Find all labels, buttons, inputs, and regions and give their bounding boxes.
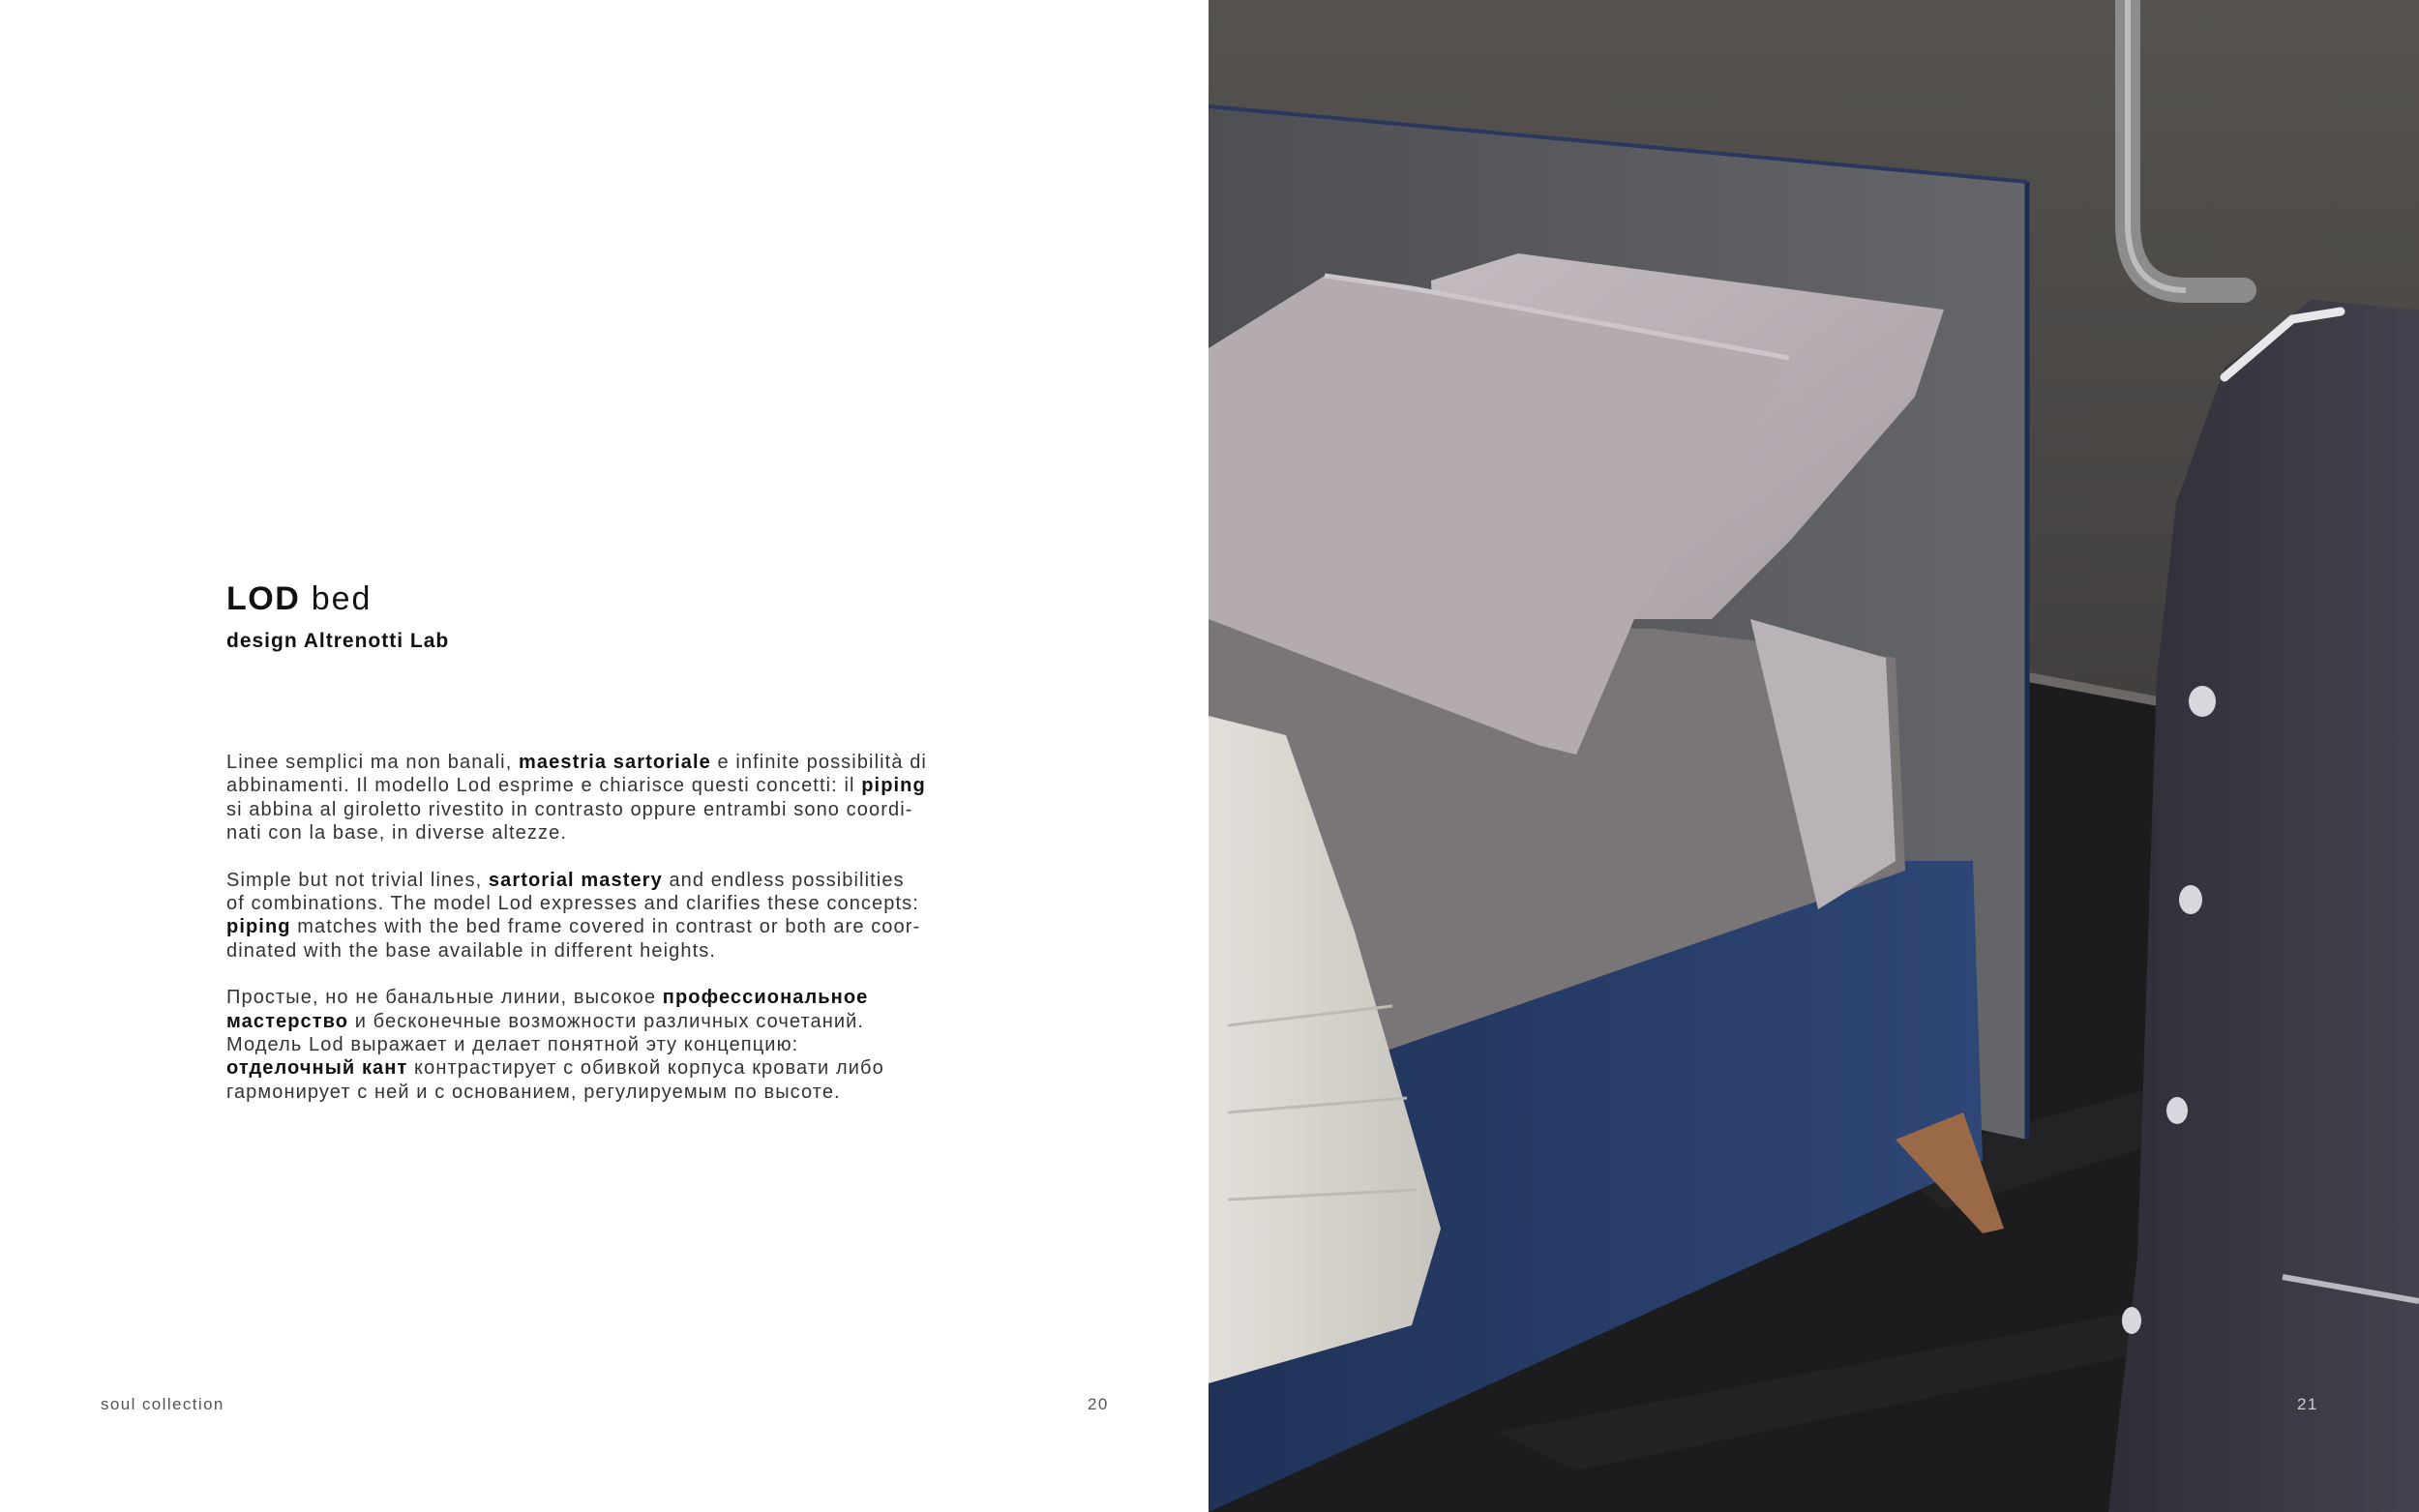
product-title-light: bed bbox=[300, 580, 373, 617]
product-title-bold: LOD bbox=[226, 580, 301, 617]
highlight-text: отделочный кант bbox=[226, 1057, 408, 1080]
highlight-text: piping bbox=[861, 775, 926, 797]
body-text-run: and endless possibilities bbox=[662, 869, 905, 891]
body-text-run: abbinamenti. Il modello Lod esprime e chiarisce questi concetti: il bbox=[226, 775, 862, 797]
description-paragraph bbox=[226, 869, 991, 964]
body-text-run: Модель Lod выражает и делает понятной эту концепцию: bbox=[226, 1034, 799, 1056]
body-text-run: гармонирует с ней и с основанием, регулируемым по высоте. bbox=[226, 1081, 841, 1103]
body-text-run: Простые, но не банальные линии, высокое bbox=[226, 987, 663, 1009]
highlight-text: мастерство bbox=[226, 1010, 349, 1032]
right-page bbox=[1209, 0, 2419, 1512]
body-text-run: Simple but not trivial lines, bbox=[226, 869, 489, 891]
robe-button bbox=[2122, 1307, 2141, 1334]
designer-credit: design Altrenotti Lab bbox=[226, 630, 450, 652]
highlight-text: профессиональное bbox=[662, 987, 869, 1009]
highlight-text: sartorial mastery bbox=[488, 869, 663, 891]
body-text-run: of combinations. The model Lod expresses and clarifies these concepts: bbox=[226, 893, 919, 915]
body-text-run: matches with the bed frame covered in contrast or both are coor- bbox=[290, 916, 921, 938]
body-text-run: контрастирует с обивкой корпуса кровати либо bbox=[407, 1057, 884, 1080]
body-text-run: и бесконечные возможности различных сочетаний. bbox=[348, 1010, 865, 1032]
description-paragraph bbox=[226, 751, 991, 845]
body-text-run: dinated with the base available in different heights. bbox=[226, 939, 717, 962]
bed-photo bbox=[1209, 0, 2419, 1512]
product-description bbox=[226, 751, 991, 1127]
product-title bbox=[226, 580, 372, 618]
page-number-right: 21 bbox=[2297, 1395, 2318, 1413]
collection-footer: soul collection bbox=[101, 1395, 224, 1413]
robe-button bbox=[2179, 885, 2202, 914]
highlight-text: piping bbox=[226, 916, 291, 938]
robe-button bbox=[2189, 686, 2216, 717]
robe-button bbox=[2166, 1097, 2188, 1124]
body-text-run: si abbina al giroletto rivestito in contrasto oppure entrambi sono coordi- bbox=[226, 798, 913, 820]
body-text-run: e infinite possibilità di bbox=[710, 752, 927, 773]
body-text-run: Linee semplici ma non banali, bbox=[226, 752, 520, 773]
page-number-left: 20 bbox=[1088, 1395, 1109, 1413]
left-page bbox=[0, 0, 1209, 1512]
highlight-text: maestria sartoriale bbox=[519, 752, 711, 773]
body-text-run: nati con la base, in diverse altezze. bbox=[226, 822, 567, 845]
description-paragraph bbox=[226, 986, 991, 1104]
